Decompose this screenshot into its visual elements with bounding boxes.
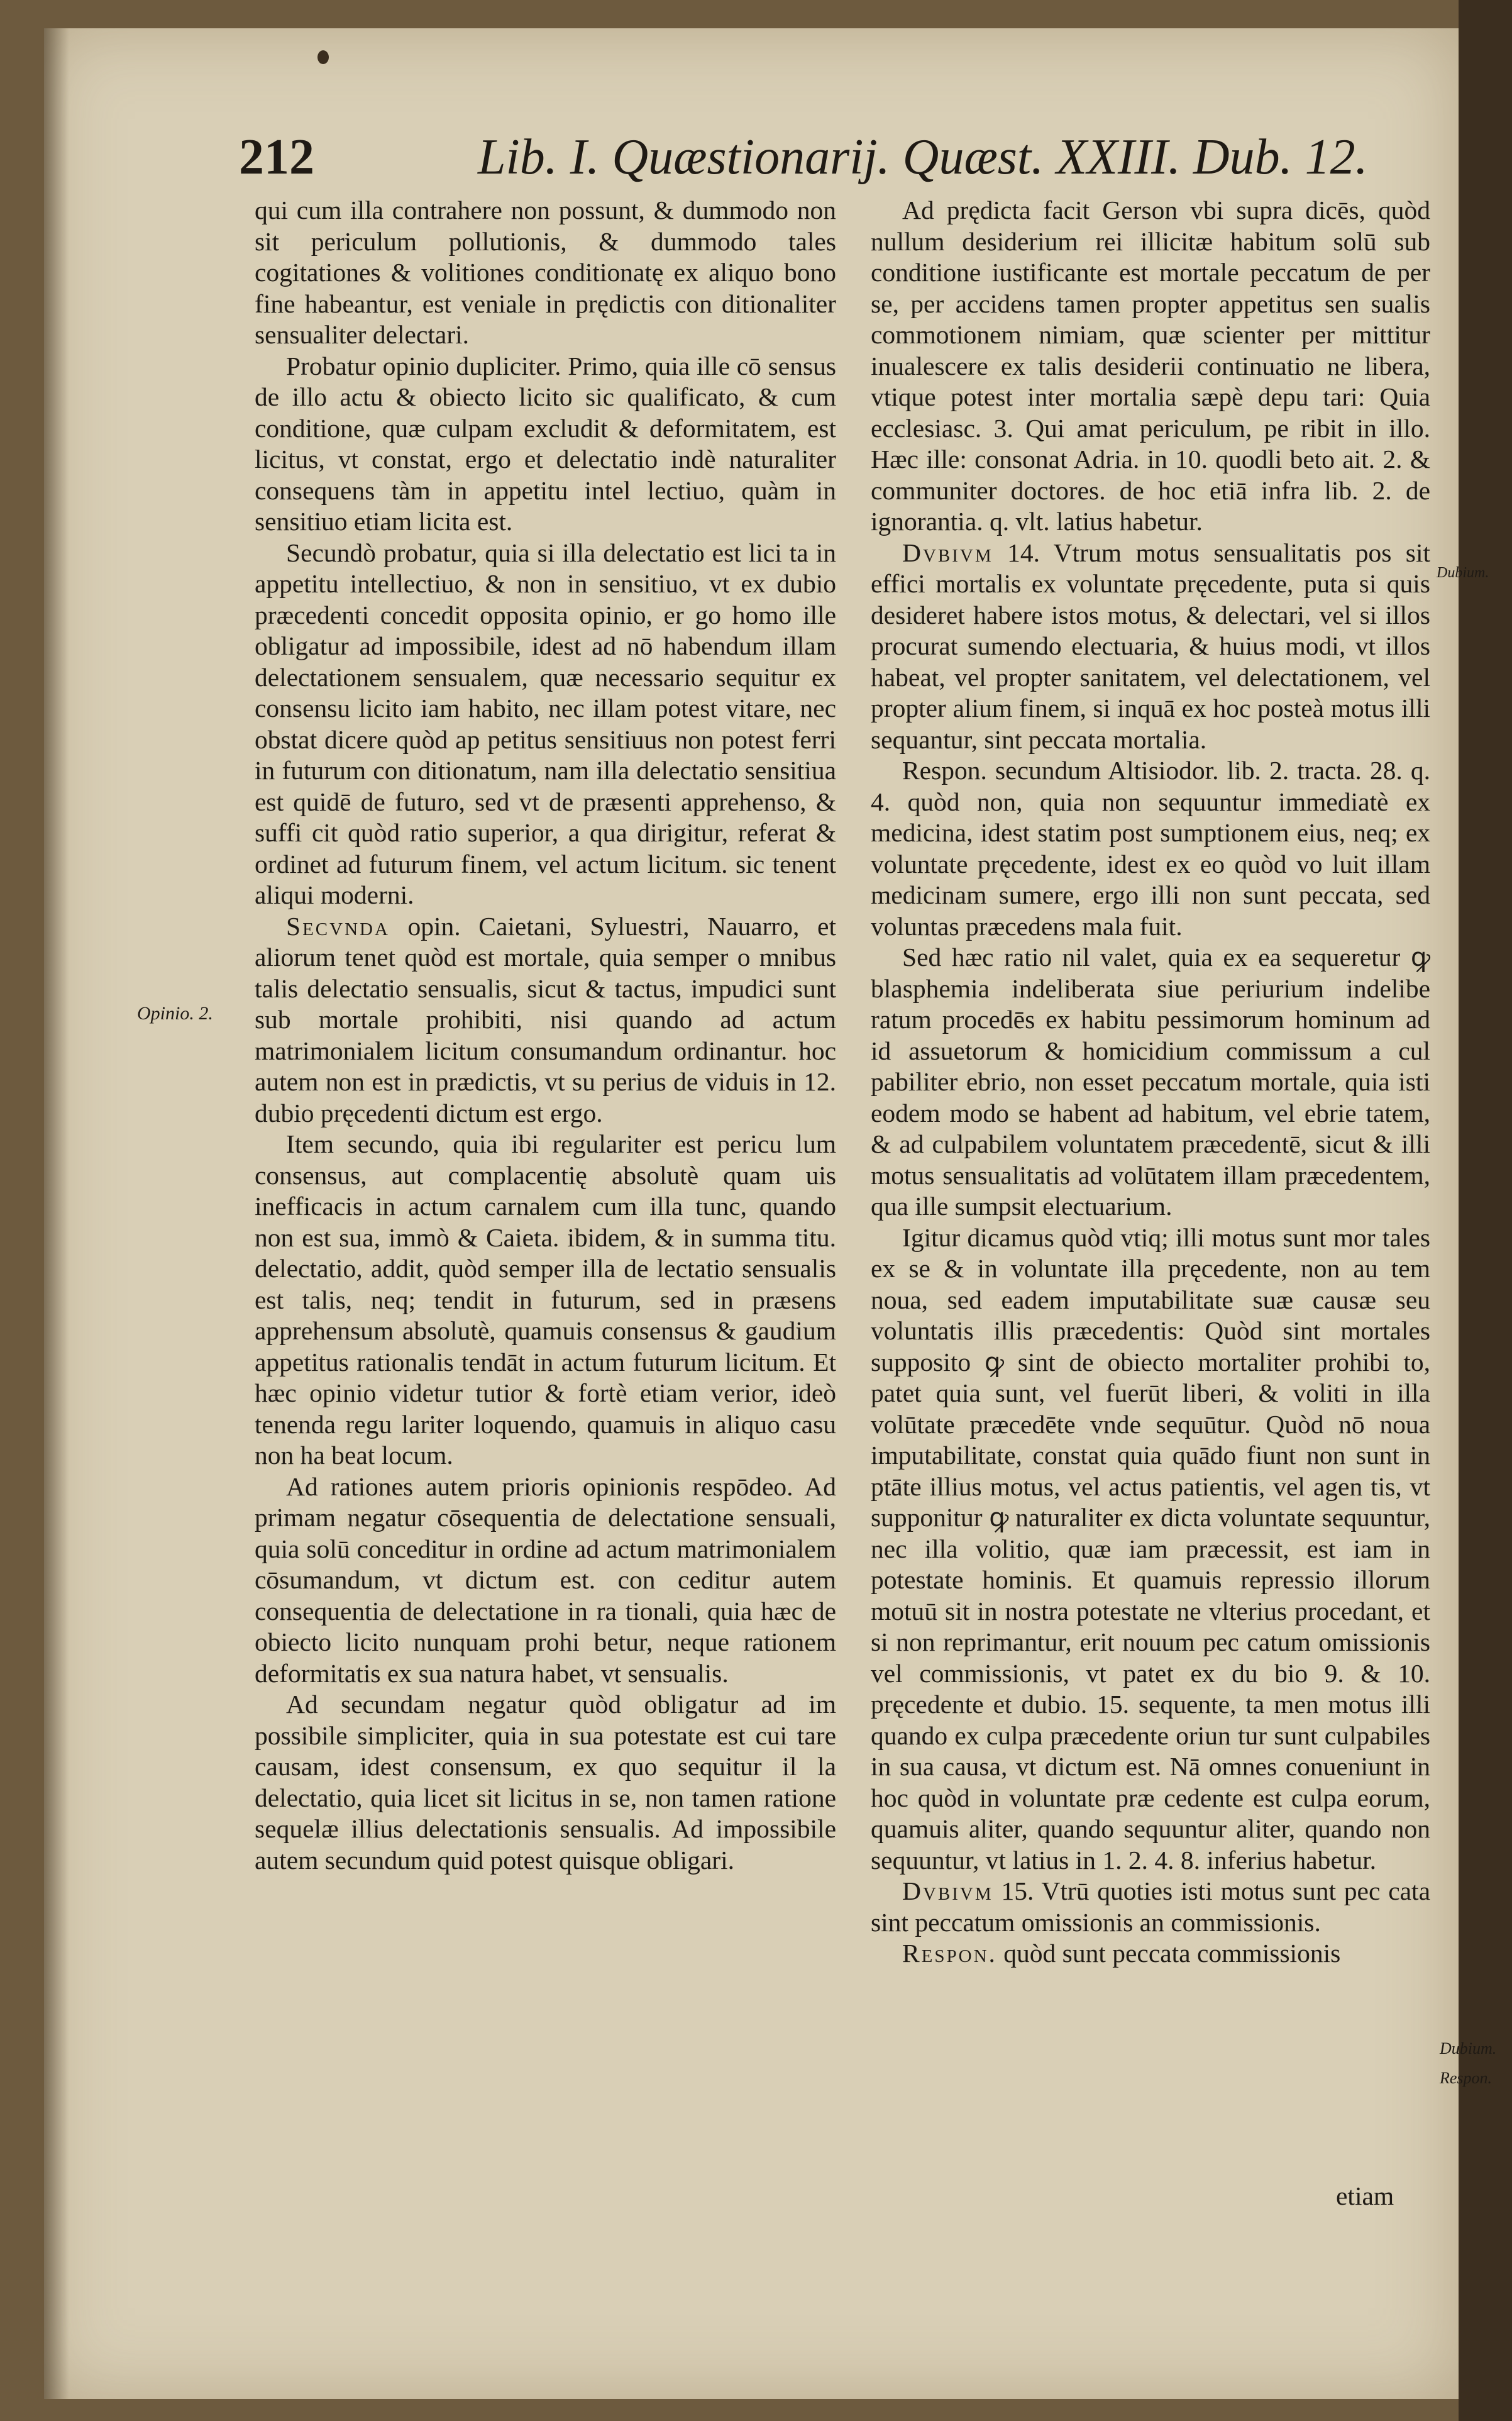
- paragraph-text: Probatur opinio dupliciter. Primo, quia ille cō sensus de illo actu & obiecto licito sic qualificato, & cum conditione, quæ culpam excludit & deformitatem, est licitus, vt constat, ergo et delectatio indè naturaliter consequens tàm in appetitu intel lectiuo, quàm in sensitiuo etiam licita est.: [255, 351, 836, 536]
- paragraph-text: Ad rationes autem prioris opinionis respōdeo. Ad primam negatur cōsequentia de delectatione sensuali, quia solū conceditur in ordine ad actum matrimonialem cōsumandum, vt dictum est. con ceditur autem consequentia de delectatione in ra tionali, quia hæc de obiecto licito nunquam prohi betur, neque rationem deformitatis ex sua natura habet, vt sensualis.: [255, 1471, 836, 1688]
- left-column: [255, 195, 836, 2207]
- paragraph-text: quòd sunt peccata commissionis: [996, 1939, 1341, 1968]
- running-head: Lib. I. Quæstionarij. Quæst. XXIII. Dub. 12.: [478, 130, 1368, 185]
- paragraph-lead-word: Respon.: [902, 1939, 997, 1968]
- margin-note-opinio-2: Opinio. 2.: [137, 1003, 213, 1024]
- paragraph-text: Respon. secundum Altisiodor. lib. 2. tracta. 28. q. 4. quòd non, quia non sequuntur immediatè ex medicina, idest statim post sumptionem eius, neq; ex voluntate pręcedente, idest ex eo quòd vo luit illam medicinam sumere, ergo illi non sunt peccata, sed voluntas præcedens mala fuit.: [871, 756, 1430, 941]
- margin-note-respon: Respon.: [1440, 2069, 1493, 2087]
- paragraph: [255, 195, 836, 351]
- paragraph: [255, 1129, 836, 1471]
- paragraph-text: Ad secundam negatur quòd obligatur ad im possibile simpliciter, quia in sua potestate est cui tare causam, idest consensum, ex quo sequitur il la delectatio, quia licet sit licitus in se, non tamen ratione sequelæ illius delectationis sensualis. Ad impossibile autem secundum quid potest quisque obligari.: [255, 1690, 836, 1875]
- paragraph: [871, 195, 1430, 538]
- page-header: [239, 129, 1368, 186]
- paragraph: [255, 538, 836, 911]
- page-number: 212: [239, 130, 314, 185]
- paragraph: [255, 1689, 836, 1876]
- paragraph: [871, 942, 1430, 1222]
- paragraph: [871, 1222, 1430, 1876]
- paragraph-text: opin. Caietani, Syluestri, Nauarro, et aliorum tenet quòd est mortale, quia semper o mnibus talis delectatio sensualis, sicut & tactus, impudici sunt sub mortale prohibiti, nisi quando ad actum matrimonialem licitum consumandum ordinantur. hoc autem non est in prædictis, vt su perius de viduis in 12. dubio pręcedenti dictum est ergo.: [255, 911, 836, 1127]
- margin-note-dubium-14: Dubium.: [1437, 565, 1489, 581]
- right-column: [871, 195, 1430, 2207]
- paragraph-lead-word: Dvbivm: [902, 538, 993, 567]
- paragraph-text: Item secundo, quia ibi regulariter est pericu lum consensus, aut complacentię absolutè quam uis inefficacis in actum carnalem cum illa tunc, quando non est sua, immò & Caieta. ibidem, & in summa titu. delectatio, addit, quòd semper illa de lectatio sensualis est talis, neq; tendit in futurum, sed in præsens apprehensum absolutè, quamuis consensus & gaudium appetitus rationalis tendāt in actum futurum licitum. Et hæc opinio videtur tutior & fortè etiam verior, ideò tenenda regu lariter loquendo, quamuis in aliquo casu non ha beat locum.: [255, 1129, 836, 1470]
- paragraph: [871, 1938, 1430, 1969]
- paragraph: [255, 911, 836, 1129]
- paragraph: [871, 1876, 1430, 1938]
- paragraph-text: qui cum illa contrahere non possunt, & dummodo non sit periculum pollutionis, & dummodo tales cogitationes & volitiones conditionatę ex aliquo bono fine habeantur, est veniale in prędictis con ditionaliter sensualiter delectari.: [255, 196, 836, 349]
- page-gutter-shadow: [44, 28, 69, 2399]
- paragraph-text: Igitur dicamus quòd vtiq; illi motus sunt mor tales ex se & in voluntate illa pręcedente, non au tem noua, sed eadem imputabilitate suæ causæ seu voluntatis illis præcedentis: Quòd sint mortales supposito ꝙ sint de obiecto mortaliter prohibi to, patet quia sunt, vel fuerūt liberi, & voliti in illa volūtate præcedēte vnde sequūtur. Quòd nō noua imputabilitate, constat quia quādo fiunt non sunt in ptāte illius motus, vel actus patientis, vel agen tis, vt supponitur ꝙ naturaliter ex dicta voluntate sequuntur, nec illa volitio, quæ iam præcessit, est iam in potestate hominis. Et quamuis repressio illorum motuū sit in nostra potestate ne vlterius procedant, et si non reprimantur, erit nouum pec catum omissionis vel commissionis, vt patet ex du bio 9. & 10. pręcedente et dubio. 15. sequente, ta men motus illi quando ex culpa præcedente oriun tur sunt culpabiles in sua causa, vt dictum est. Nā omnes conueniunt in hoc quòd in voluntate præ cedente est culpa eorum, quamuis aliter, quando sequuntur aliter, quando non sequuntur, vt latius in 1. 2. 4. 8. inferius habetur.: [871, 1222, 1430, 1875]
- paragraph-text: 15. Vtrū quoties isti motus sunt pec cata sint peccatum omissionis an commissionis.: [871, 1876, 1430, 1937]
- paragraph: [871, 538, 1430, 756]
- paragraph: [871, 755, 1430, 942]
- paragraph-lead-word: Dvbivm: [902, 1876, 993, 1905]
- paragraph: [255, 1471, 836, 1690]
- ink-spot: [317, 50, 329, 64]
- paragraph-text: Secundò probatur, quia si illa delectatio est lici ta in appetitu intellectiuo, & non in sensitiuo, vt ex dubio præcedenti concedit opposita opinio, er go homo ille obligatur ad impossibile, idest ad nō habendum illam delectationem sensualem, quæ necessario sequitur ex consensu licito iam habito, nec illam potest vitare, nec obstat dicere quòd ap petitus sensitiuus non potest ferri in futurum con ditionatum, nam illa delectatio sensitiua est quidē de futuro, sed vt de præsenti apprehenso, & suffi cit quòd ratio superior, a qua dirigitur, referat & ordinet ad futurum finem, vel actum licitum. sic tenent aliqui moderni.: [255, 538, 836, 909]
- margin-note-dubium-15: Dubium.: [1440, 2039, 1497, 2058]
- catchword: etiam: [1336, 2181, 1394, 2210]
- paragraph-text: 14. Vtrum motus sensualitatis pos sit effici mortalis ex voluntate pręcedente, puta si quis desideret habere istos motus, & delectari, vel si illos procurat sumendo electuaria, & huius modi, vt illos habeat, vel propter sanitatem, vel delectationem, vel propter alium finem, si inquā ex hoc posteà motus illi sequantur, sint peccata mortalia.: [871, 538, 1430, 754]
- paragraph: [255, 351, 836, 538]
- paragraph-text: Ad prędicta facit Gerson vbi supra dicēs, quòd nullum desiderium rei illicitæ habitum solū sub conditione iustificante est mortale peccatum de per se, per accidens tamen propter appetitus sen sualis commotionem nimiam, quæ scienter per mittitur inualescere ex talis desiderii continuatio ne libera, vtique potest inter mortalia sæpè depu tari: Quia ecclesiasc. 3. Qui amat periculum, pe ribit in illo. Hæc ille: consonat Adria. in 10. quodli beto ait. 2. & communiter doctores. de hoc etiā infra lib. 2. de ignorantia. q. vlt. latius habetur.: [871, 196, 1430, 536]
- paragraph-text: Sed hæc ratio nil valet, quia ex ea sequeretur ꝙ blasphemia indeliberata siue periurium indelibe ratum procedēs ex habitu pessimorum hominum ad id assuetorum & homicidium commissum a cul pabiliter ebrio, non esset peccatum mortale, quia isti eodem modo se habent ad habitum, vel ebrie tatem, & ad culpabilem voluntatem præcedentē, sicut & illi motus sensualitatis ad volūtatem illam præcedentem, qua ille sumpsit electuarium.: [871, 943, 1430, 1221]
- paragraph-lead-word: Secvnda: [286, 911, 390, 941]
